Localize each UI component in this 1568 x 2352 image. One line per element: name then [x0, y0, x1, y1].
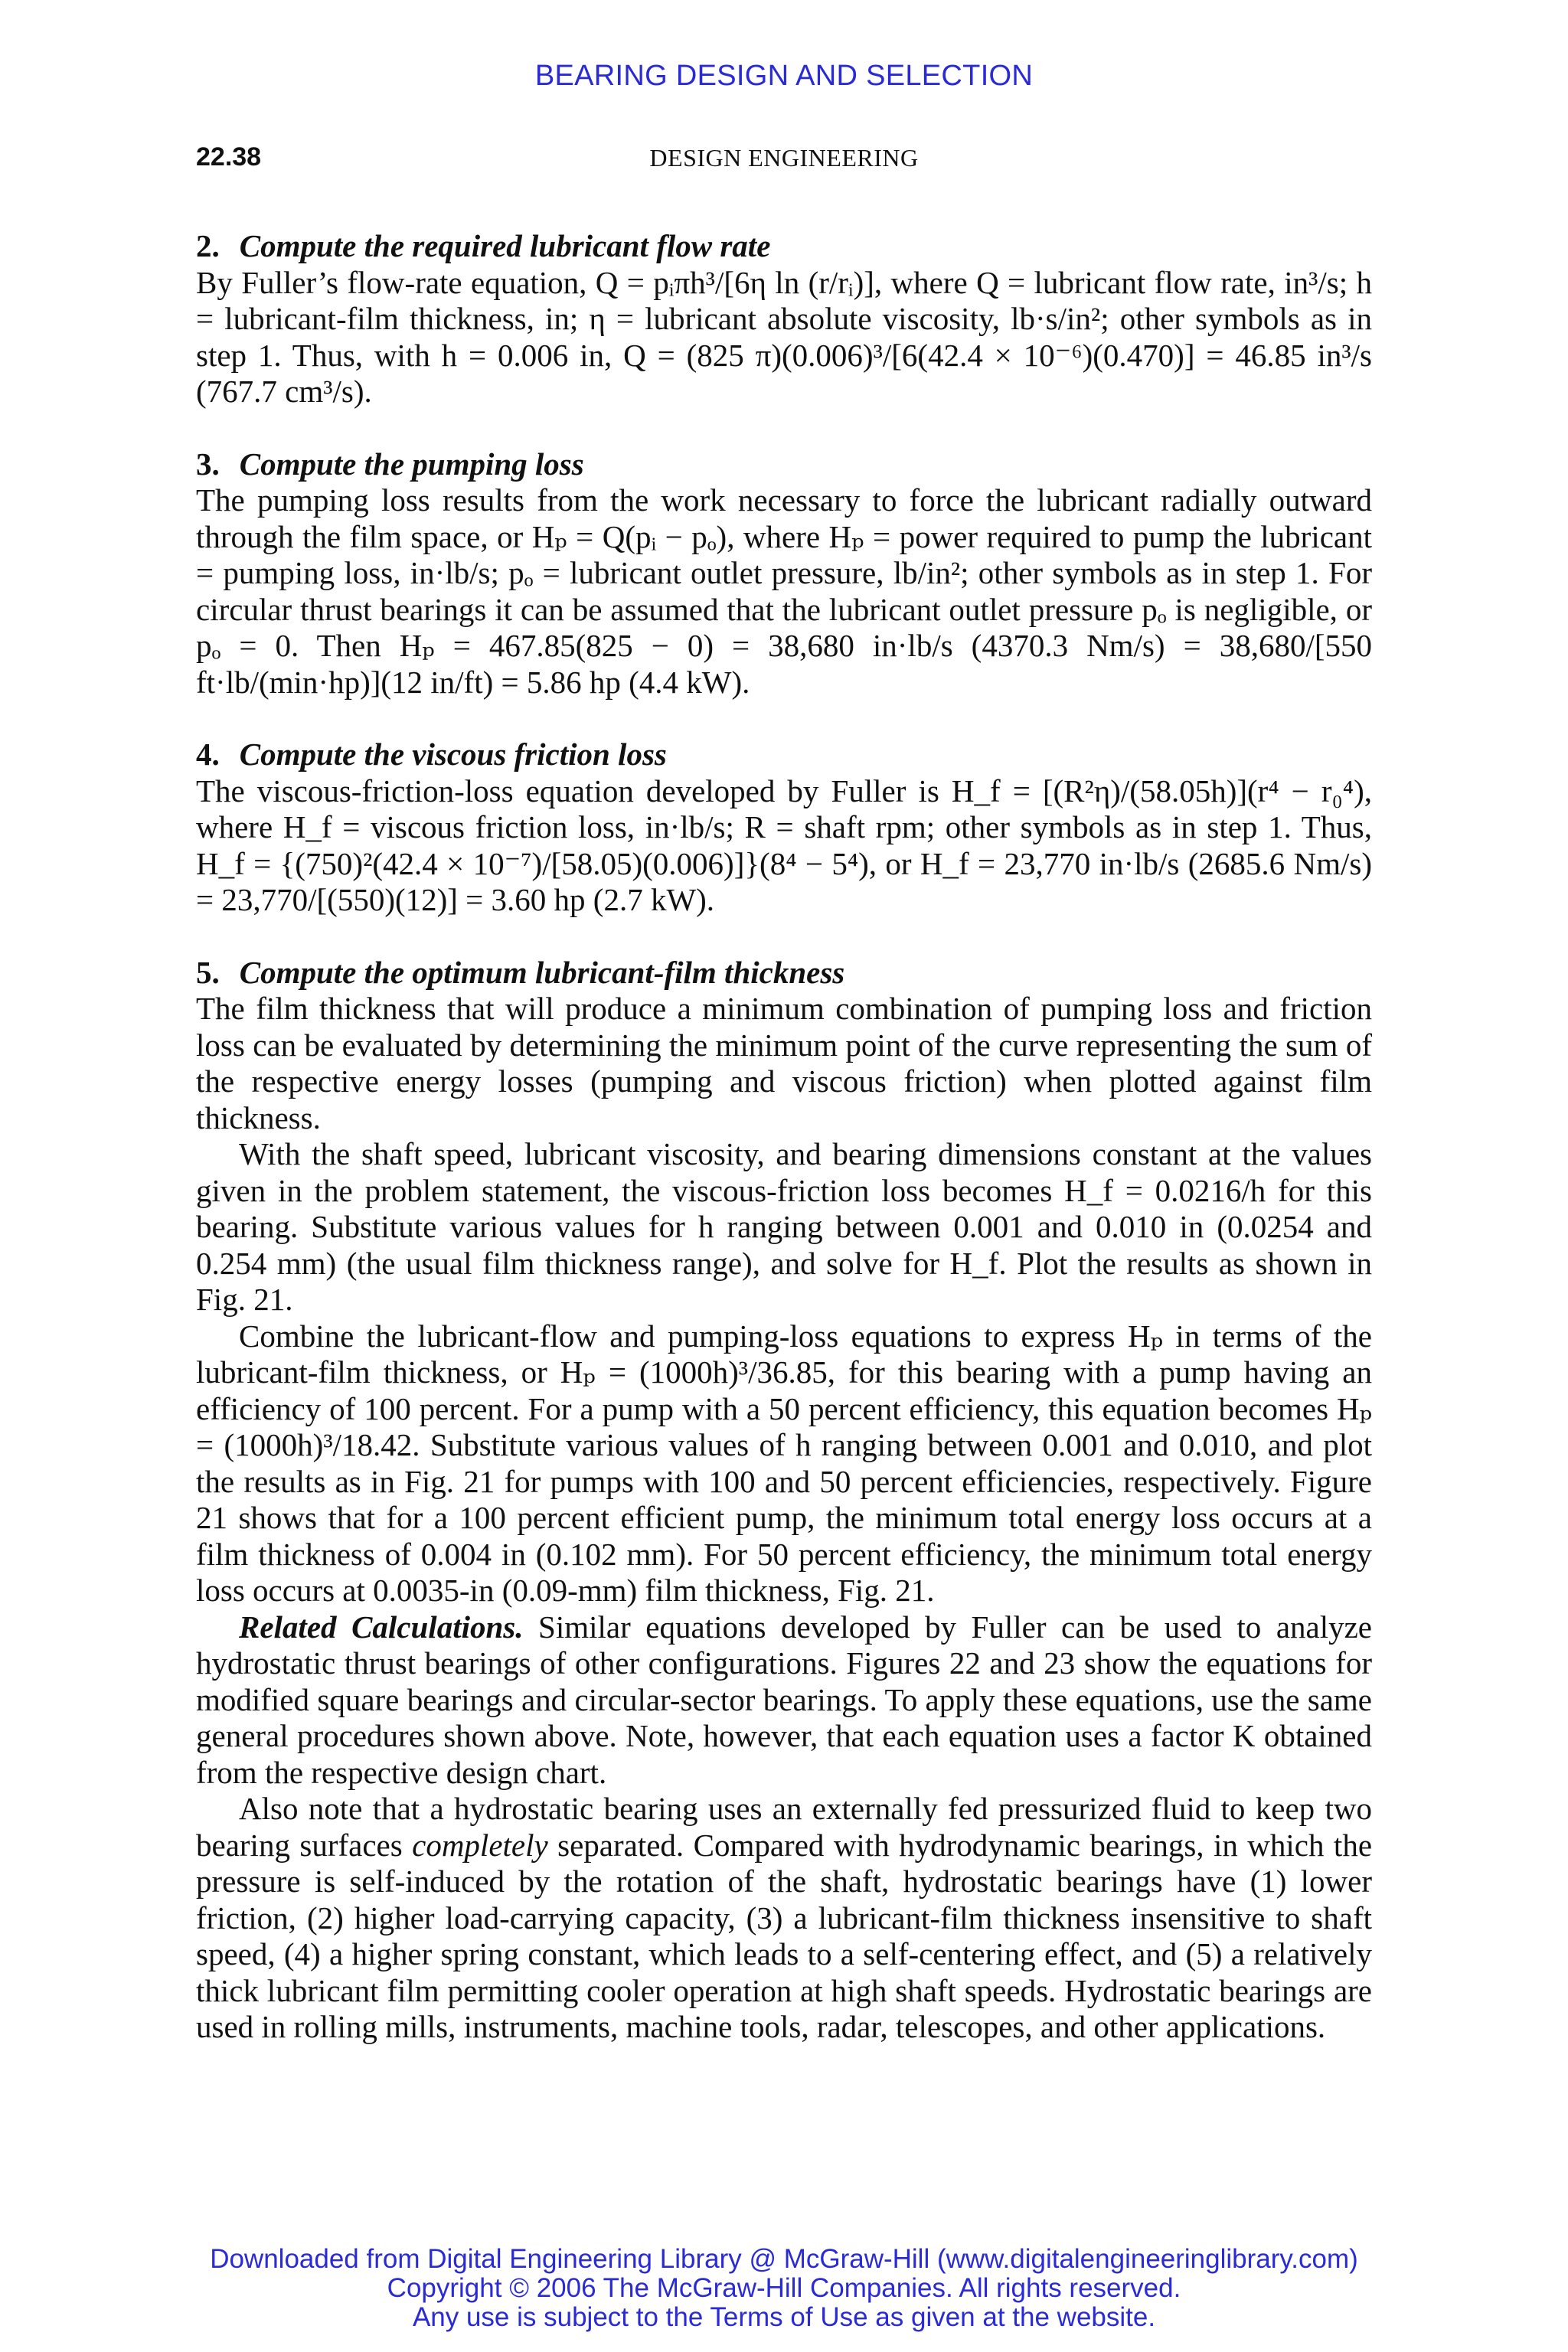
step-heading [196, 446, 1372, 483]
related-body: Similar equations developed by Fuller can be used to analyze hydrostatic thrust bearings of other configurations. Figures 22 and 23 show the equations for modified square bearings and circular-sector bearings. To apply these equations, use the same general procedures shown above. Note, however, that each equation uses a factor K obtained from the respective design chart. [196, 1609, 1373, 1790]
step-body: The viscous-friction-loss equation developed by Fuller is H_f = [(R²η)/(58.05h)](r⁴ − r₀⁴), where H_f = viscous friction loss, in·lb/s; R = shaft rpm; other symbols as in step 1. Thus, H_f = {(750)²(42.4 × 10⁻⁷)/[58.05)(0.006)]}(8⁴ − 5⁴), or H_f = 23,770 in·lb/s (2685.6 Nm/s) = 23,770/[(550)(12)] = 3.60 hp (2.7 kW). [196, 773, 1372, 917]
step-title: Compute the required lubricant flow rate [239, 228, 771, 263]
step-title: Compute the optimum lubricant-film thickness [239, 954, 845, 990]
paragraph: With the shaft speed, lubricant viscosity, and bearing dimensions constant at the values given in the problem statement, the viscous-friction loss becomes H_f = 0.0216/h for this bearing. Substitute various values for h ranging between 0.001 and 0.010 in (0.0254 and 0.254 mm) (the usual film thickness range), and solve for H_f. Plot the results as shown in Fig. 21. [196, 1136, 1372, 1317]
step-number: 5. [196, 954, 220, 990]
footer-line: Any use is subject to the Terms of Use as given at the website. [412, 2302, 1156, 2332]
step-3 [196, 446, 1372, 701]
step-title: Compute the viscous friction loss [239, 737, 667, 772]
paragraph: Combine the lubricant-flow and pumping-loss equations to express Hₚ in terms of the lubricant-film thickness, or Hₚ = (1000h)³/36.85, for this bearing with a pump having an efficiency of 100 percent. For a pump with a 50 percent efficiency, this equation becomes Hₚ = (1000h)³/18.42. Substitute various values of h ranging between 0.001 and 0.010, and plot the results as in Fig. 21 for pumps with 100 and 50 percent efficiencies, respectively. Figure 21 shows that for a 100 percent efficient pump, the minimum total energy loss occurs at a film thickness of 0.004 in (0.102 mm). For 50 percent efficiency, the minimum total energy loss occurs at 0.0035-in (0.09-mm) film thickness, Fig. 21. [196, 1318, 1372, 1608]
step-body: The pumping loss results from the work necessary to force the lubricant radially outward through the film space, or Hₚ = Q(pᵢ − pₒ), where Hₚ = power required to pump the lubricant = pumping loss, in·lb/s; pₒ = lubricant outlet pressure, lb/in²; other symbols as in step 1. For circular thrust bearings it can be assumed that the lubricant outlet pressure pₒ is negligible, or pₒ = 0. Then Hₚ = 467.85(825 − 0) = 38,680 in·lb/s (4370.3 Nm/s) = 38,680/[550 ft·lb/(min·hp)](12 in/ft) = 5.86 hp (4.4 kW). [196, 482, 1372, 700]
step-4 [196, 737, 1372, 919]
step-5 [196, 955, 1372, 2046]
running-head [196, 142, 1372, 176]
paragraph [196, 1791, 1372, 2046]
paragraph-text: separated. Compared with hydrodynamic bearings, in which the pressure is self-induced by the rotation of the shaft, hydrostatic bearings have (1) lower friction, (2) higher load-carrying capacity, (3) a lubricant-film thickness insensitive to shaft speed, (4) a higher spring constant, which leads to a self-centering effect, and (5) a relatively thick lubricant film permitting cooler operation at high shaft speeds. Hydrostatic bearings are used in rolling mills, instruments, machine tools, radar, telescopes, and other applications. [196, 1827, 1373, 2044]
step-heading [196, 955, 1372, 991]
step-body: The film thickness that will produce a minimum combination of pumping loss and friction loss can be evaluated by determining the minimum point of the curve representing the sum of the respective energy losses (pumping and viscous friction) when plotted against film thickness. [196, 991, 1372, 1135]
footer-line: Downloaded from Digital Engineering Library @ McGraw-Hill (www.digitalengineeringlibrary.com) [210, 2244, 1358, 2274]
step-number: 4. [196, 737, 220, 772]
page-number: 22.38 [196, 142, 262, 172]
footer-line: Copyright © 2006 The McGraw-Hill Companies. All rights reserved. [387, 2273, 1181, 2303]
step-number: 2. [196, 228, 220, 263]
step-number: 3. [196, 446, 220, 482]
step-title: Compute the pumping loss [239, 446, 584, 482]
download-footer [0, 2245, 1568, 2332]
paragraph-text: Also note that a hydrostatic bearing uses an externally fed pressurized fluid to keep two bearing surfaces [196, 1791, 1372, 1863]
chapter-title: DESIGN ENGINEERING [649, 144, 919, 172]
section-banner: BEARING DESIGN AND SELECTION [534, 60, 1034, 92]
related-calculations [196, 1609, 1372, 1792]
emphasis: completely [412, 1827, 548, 1863]
step-heading [196, 228, 1372, 265]
page-body [196, 228, 1372, 2046]
step-body: By Fuller’s flow-rate equation, Q = pᵢπh³/[6η ln (r/rᵢ)], where Q = lubricant flow rate, in³/s; h = lubricant-film thickness, in; η = lubricant absolute viscosity, lb·s/in²; other symbols as in step 1. Thus, with h = 0.006 in, Q = (825 π)(0.006)³/[6(42.4 × 10⁻⁶)(0.470)] = 46.85 in³/s (767.7 cm³/s). [196, 264, 1372, 409]
step-2 [196, 228, 1372, 410]
run-in-heading: Related Calculations. [239, 1609, 524, 1645]
step-heading [196, 737, 1372, 773]
